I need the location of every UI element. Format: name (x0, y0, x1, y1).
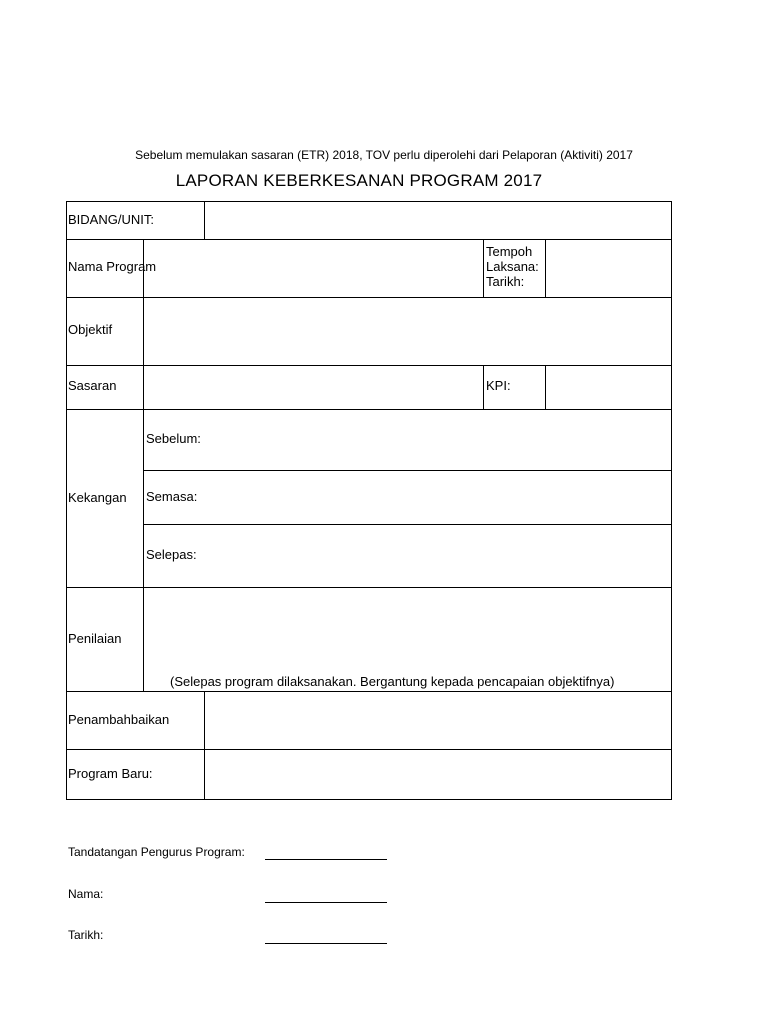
tandatangan-line[interactable] (265, 859, 387, 860)
program-baru-field[interactable] (205, 750, 671, 799)
bidang-unit-field[interactable] (205, 202, 671, 239)
tandatangan-label: Tandatangan Pengurus Program: (68, 845, 245, 859)
semasa-label: Semasa: (146, 489, 198, 504)
row-divider (143, 470, 672, 471)
tarikh-label: Tarikh: (486, 274, 525, 289)
sasaran-label: Sasaran (68, 378, 117, 393)
column-divider (143, 409, 144, 587)
row-divider (143, 524, 672, 525)
tarikh-sign-label: Tarikh: (68, 928, 104, 942)
tempoh-label: Tempoh (486, 244, 533, 259)
row-divider (66, 587, 672, 588)
tempoh-tarikh-field[interactable] (546, 240, 671, 297)
penambahbaikan-label: Penambahbaikan (68, 712, 170, 727)
selepas-label: Selepas: (146, 547, 197, 562)
page-title: LAPORAN KEBERKESANAN PROGRAM 2017 (175, 171, 543, 190)
nama-label: Nama: (68, 887, 104, 901)
column-divider (483, 239, 484, 297)
kpi-label: KPI: (486, 378, 511, 393)
objektif-label: Objektif (68, 322, 113, 337)
sasaran-field[interactable] (144, 366, 483, 409)
penambahbaikan-field[interactable] (205, 692, 671, 749)
tarikh-line[interactable] (265, 943, 387, 944)
penilaian-note: (Selepas program dilaksanakan. Bergantung kepada pencapaian objektifnya) (170, 674, 615, 689)
laksana-label: Laksana: (486, 259, 539, 274)
column-divider (483, 365, 484, 409)
penilaian-label: Penilaian (68, 631, 122, 646)
kpi-field[interactable] (546, 366, 671, 409)
objektif-field[interactable] (144, 298, 671, 365)
bidang-unit-label: BIDANG/UNIT: (68, 212, 154, 227)
column-divider (143, 587, 144, 691)
sebelum-label: Sebelum: (146, 431, 201, 446)
instruction-note: Sebelum memulakan sasaran (ETR) 2018, TOV perlu diperolehi dari Pelaporan (Aktiviti) 2017 (135, 148, 633, 162)
kekangan-label: Kekangan (68, 490, 127, 505)
row-divider (66, 409, 672, 410)
nama-program-field[interactable] (144, 240, 483, 297)
nama-program-label: Nama Program (68, 259, 157, 274)
nama-line[interactable] (265, 902, 387, 903)
program-baru-label: Program Baru: (68, 766, 153, 781)
